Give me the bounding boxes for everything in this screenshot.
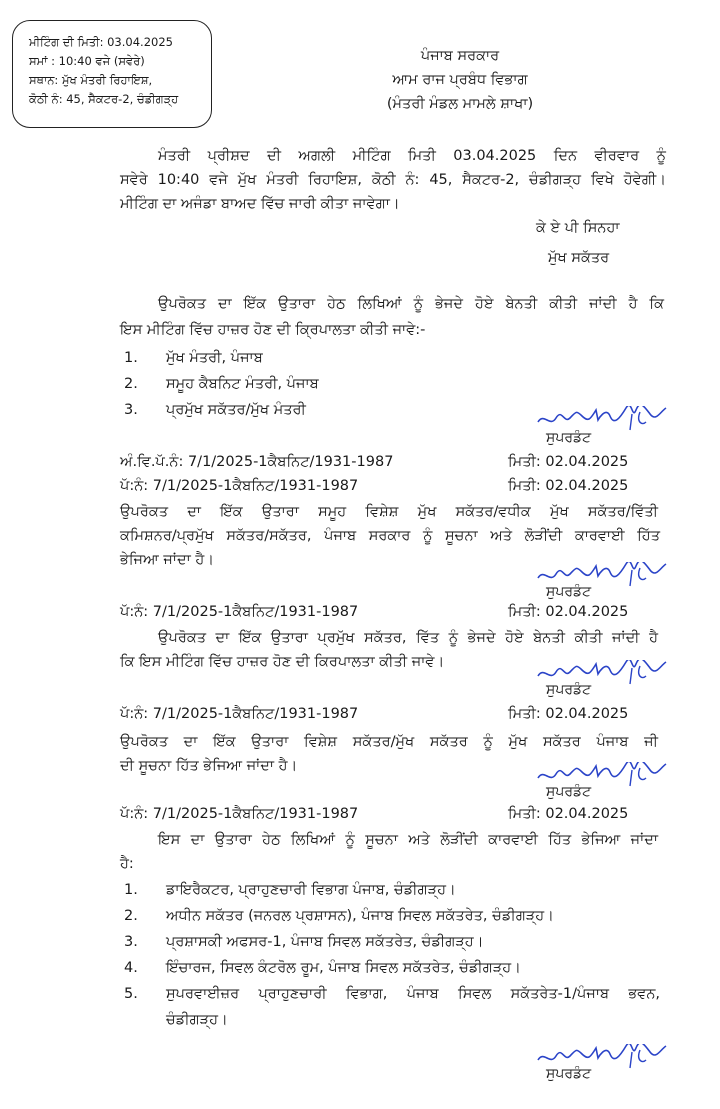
superintendent-signature [536,406,676,452]
memo-reference: ਅੰ.ਵਿ.ਪੱ.ਨੰ: 7/1/2025-1ਕੈਬਨਿਟ/1931-1987 [120,454,394,470]
memo-text-line: ਕਮਿਸ਼ਨਰ/ਪ੍ਰਮੁੱਖ ਸਕੱਤਰ/ਸਕੱਤਰ, ਪੰਜਾਬ ਸਰਕਾਰ ਨੂੰ ਸੂਚਨਾ ਅਤੇ ਲੋੜੀਂਦੀ ਕਾਰਵਾਈ ਹਿੱਤ [120,528,660,544]
memo-text-line: ਕਿ ਇਸ ਮੀਟਿੰਗ ਵਿੱਚ ਹਾਜ਼ਰ ਹੋਣ ਦੀ ਕਿਰਪਾਲਤਾ ਕੀਤੀ ਜਾਵੇ। [120,654,445,670]
superintendent-title: ਸੁਪਰਡੰਟ [546,1066,592,1082]
memo-text-line: ਹੈ: [120,856,134,872]
meeting-info-box [12,20,212,128]
memo-reference: ਪੱ:ਨੰ: 7/1/2025-1ਕੈਬਨਿਟ/1931-1987 [120,706,359,722]
recipient-number: 1. [124,882,138,898]
memo-date: ਮਿਤੀ: 02.04.2025 [508,454,629,470]
recipient-number: 2. [124,908,138,924]
signer-name: ਕੇ ਏ ਪੀ ਸਿਨਹਾ [536,220,620,236]
memo-text-line: ਉਪਰੋਕਤ ਦਾ ਇੱਕ ਉਤਾਰਾ ਵਿਸ਼ੇਸ਼ ਸਕੱਤਰ/ਮੁੱਖ ਸਕੱਤਰ ਨੂੰ ਮੁੱਖ ਸਕੱਤਰ ਪੰਜਾਬ ਜੀ [120,734,658,750]
meeting-time: ਸਮਾਂ : 10:40 ਵਜੇ (ਸਵੇਰੇ) [29,54,145,68]
recipient-item: ਸੁਪਰਵਾਈਜ਼ਰ ਪ੍ਰਾਹੁਣਚਾਰੀ ਵਿਭਾਗ, ਪੰਜਾਬ ਸਿਵਲ ਸਕੱਤਰੇਤ-1/ਪੰਜਾਬ ਭਵਨ, [166,986,660,1002]
intro-line-1: ਮੰਤਰੀ ਪ੍ਰੀਸ਼ਦ ਦੀ ਅਗਲੀ ਮੀਟਿੰਗ ਮਿਤੀ 03.04.2025 ਦਿਨ ਵੀਰਵਾਰ ਨੂੰ [158,148,666,164]
memo-text-line: ਇਸ ਦਾ ਉਤਾਰਾ ਹੇਠ ਲਿਖਿਆਂ ਨੂੰ ਸੂਚਨਾ ਅਤੇ ਲੋੜੀਂਦੀ ਕਾਰਵਾਈ ਹਿੱਤ ਭੇਜਿਆ ਜਾਂਦਾ [158,832,658,848]
copy-request-line-1: ਉਪਰੋਕਤ ਦਾ ਇੱਕ ਉਤਾਰਾ ਹੇਠ ਲਿਖਿਆਂ ਨੂੰ ਭੇਜਦੇ ਹੋਏ ਬੇਨਤੀ ਕੀਤੀ ਜਾਂਦੀ ਹੈ ਕਿ [158,296,664,312]
superintendent-title: ਸੁਪਰਡੰਟ [546,430,592,446]
recipient-number: 5. [124,986,138,1002]
header-department: ਆਮ ਰਾਜ ਪ੍ਰਬੰਧ ਵਿਭਾਗ [392,72,528,88]
meeting-venue: ਸਥਾਨ: ਮੁੱਖ ਮੰਤਰੀ ਰਿਹਾਇਸ਼, [29,73,153,87]
recipient-number: 4. [124,960,138,976]
superintendent-title: ਸੁਪਰਡੰਟ [546,784,592,800]
signer-designation: ਮੁੱਖ ਸਕੱਤਰ [548,250,610,266]
attendee-number: 3. [124,402,138,418]
intro-line-3: ਮੀਟਿੰਗ ਦਾ ਅਜੰਡਾ ਬਾਅਦ ਵਿੱਚ ਜਾਰੀ ਕੀਤਾ ਜਾਵੇਗਾ। [120,196,400,212]
attendee-item: ਪ੍ਰਮੁੱਖ ਸਕੱਤਰ/ਮੁੱਖ ਮੰਤਰੀ [166,402,306,418]
memo-date: ਮਿਤੀ: 02.04.2025 [508,806,629,822]
attendee-number: 2. [124,376,138,392]
memo-reference: ਪੱ:ਨੰ: 7/1/2025-1ਕੈਬਨਿਟ/1931-1987 [120,806,359,822]
memo-date: ਮਿਤੀ: 02.04.2025 [508,706,629,722]
superintendent-signature [536,660,676,706]
memo-text-line: ਉਪਰੋਕਤ ਦਾ ਇੱਕ ਉਤਾਰਾ ਪ੍ਰਮੁੱਖ ਸਕੱਤਰ, ਵਿੱਤ ਨੂੰ ਭੇਜਦੇ ਹੋਏ ਬੇਨਤੀ ਕੀਤੀ ਜਾਂਦੀ ਹੈ [158,630,658,646]
recipient-item: ਚੰਡੀਗੜ੍ਹ। [166,1012,228,1028]
superintendent-title: ਸੁਪਰਡੰਟ [546,584,592,600]
intro-line-2: ਸਵੇਰੇ 10:40 ਵਜੇ ਮੁੱਖ ਮੰਤਰੀ ਰਿਹਾਇਸ਼, ਕੋਠੀ ਨੰ: 45, ਸੈਕਟਰ-2, ਚੰਡੀਗੜ੍ਹ ਵਿਖੇ ਹੋਵੇਗੀ। [120,172,666,188]
attendee-number: 1. [124,350,138,366]
recipient-item: ਅਧੀਨ ਸਕੱਤਰ (ਜਨਰਲ ਪ੍ਰਸ਼ਾਸਨ), ਪੰਜਾਬ ਸਿਵਲ ਸਕੱਤਰੇਤ, ਚੰਡੀਗੜ੍ਹ। [166,908,554,924]
header-government: ਪੰਜਾਬ ਸਰਕਾਰ [420,48,500,64]
superintendent-title: ਸੁਪਰਡੰਟ [546,682,592,698]
memo-text-line: ਉਪਰੋਕਤ ਦਾ ਇੱਕ ਉਤਾਰਾ ਸਮੂਹ ਵਿਸ਼ੇਸ਼ ਮੁੱਖ ਸਕੱਤਰ/ਵਧੀਕ ਮੁੱਖ ਸਕੱਤਰ/ਵਿੱਤੀ [120,504,658,520]
memo-text-line: ਭੇਜਿਆ ਜਾਂਦਾ ਹੈ। [120,552,215,568]
memo-reference: ਪੱ:ਨੰ: 7/1/2025-1ਕੈਬਨਿਟ/1931-1987 [120,478,359,494]
header-branch: (ਮੰਤਰੀ ਮੰਡਲ ਮਾਮਲੇ ਸ਼ਾਖਾ) [386,96,534,112]
superintendent-signature [536,762,676,808]
superintendent-signature [536,562,676,608]
memo-date: ਮਿਤੀ: 02.04.2025 [508,478,629,494]
memo-reference: ਪੱ:ਨੰ: 7/1/2025-1ਕੈਬਨਿਟ/1931-1987 [120,604,359,620]
meeting-date: ਮੀਟਿੰਗ ਦੀ ਮਿਤੀ: 03.04.2025 [29,35,173,49]
memo-date: ਮਿਤੀ: 02.04.2025 [508,604,629,620]
superintendent-signature [536,1044,676,1094]
recipient-number: 3. [124,934,138,950]
attendee-item: ਮੁੱਖ ਮੰਤਰੀ, ਪੰਜਾਬ [166,350,263,366]
recipient-item: ਪ੍ਰਸ਼ਾਸਕੀ ਅਫਸਰ-1, ਪੰਜਾਬ ਸਿਵਲ ਸਕੱਤਰੇਤ, ਚੰਡੀਗੜ੍ਹ। [166,934,484,950]
recipient-item: ਇੰਚਾਰਜ, ਸਿਵਲ ਕੰਟਰੋਲ ਰੂਮ, ਪੰਜਾਬ ਸਿਵਲ ਸਕੱਤਰੇਤ, ਚੰਡੀਗੜ੍ਹ। [166,960,521,976]
copy-request-line-2: ਇਸ ਮੀਟਿੰਗ ਵਿੱਚ ਹਾਜ਼ਰ ਹੋਣ ਦੀ ਕ੍ਰਿਪਾਲਤਾ ਕੀਤੀ ਜਾਵੇ:- [120,322,426,338]
attendee-item: ਸਮੂਹ ਕੈਬਨਿਟ ਮੰਤਰੀ, ਪੰਜਾਬ [166,376,319,392]
meeting-address: ਕੋਠੀ ਨੰ: 45, ਸੈਕਟਰ-2, ਚੰਡੀਗੜ੍ਹ [29,92,179,106]
recipient-item: ਡਾਇਰੈਕਟਰ, ਪ੍ਰਾਹੁਣਚਾਰੀ ਵਿਭਾਗ ਪੰਜਾਬ, ਚੰਡੀਗੜ੍ਹ। [166,882,456,898]
memo-text-line: ਦੀ ਸੂਚਨਾ ਹਿੱਤ ਭੇਜਿਆ ਜਾਂਦਾ ਹੈ। [120,758,298,774]
